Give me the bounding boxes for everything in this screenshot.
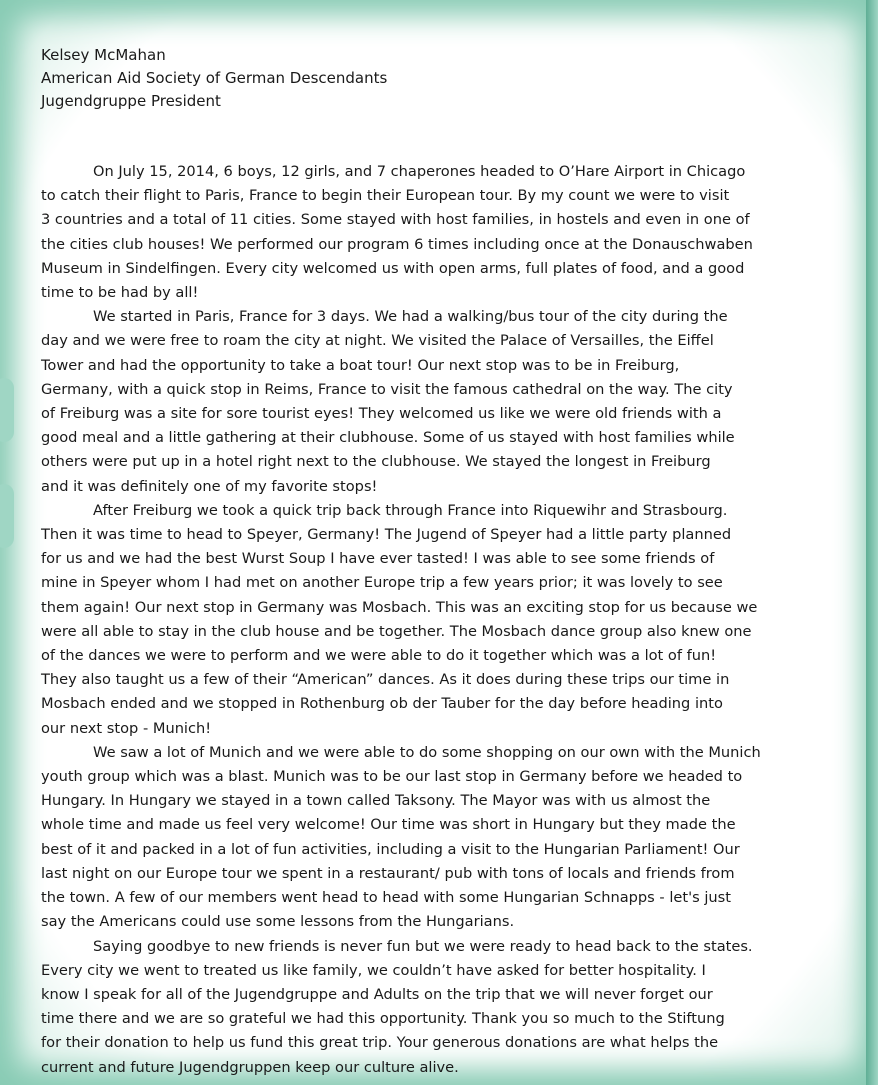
text-line: know I speak for all of the Jugendgruppe and Adults on the trip that we will never forget our bbox=[41, 985, 713, 1003]
text-line: the town. A few of our members went head to head with some Hungarian Schnapps - let's just bbox=[41, 889, 731, 907]
author-name: Kelsey McMahan bbox=[41, 46, 166, 64]
text-line: and it was definitely one of my favorite stops! bbox=[41, 477, 378, 495]
paragraph bbox=[41, 741, 841, 935]
text-line: best of it and packed in a lot of fun activities, including a visit to the Hungarian Parliament! Our bbox=[41, 840, 740, 858]
text-line: for us and we had the best Wurst Soup I have ever tasted! I was able to see some friends of bbox=[41, 550, 715, 568]
text-line: our next stop - Munich! bbox=[41, 719, 212, 737]
text-line: time there and we are so grateful we had this opportunity. Thank you so much to the Stiftung bbox=[41, 1010, 725, 1028]
binder-tab-upper bbox=[0, 378, 14, 442]
text-line: They also taught us a few of their “American” dances. As it does during these trips our time in bbox=[41, 671, 730, 689]
text-line: Saying goodbye to new friends is never fun but we were ready to head back to the states. bbox=[93, 937, 753, 955]
text-line: others were put up in a hotel right next to the clubhouse. We stayed the longest in Freiburg bbox=[41, 453, 711, 471]
text-line: good meal and a little gathering at their clubhouse. Some of us stayed with host families while bbox=[41, 429, 735, 447]
text-line: for their donation to help us fund this great trip. Your generous donations are what helps the bbox=[41, 1034, 719, 1052]
letter-body bbox=[41, 160, 841, 1080]
text-line: Mosbach ended and we stopped in Rothenburg ob der Tauber for the day before heading into bbox=[41, 695, 723, 713]
text-line: say the Americans could use some lessons from the Hungarians. bbox=[41, 913, 515, 931]
text-line: last night on our Europe tour we spent in a restaurant/ pub with tons of locals and friends from bbox=[41, 864, 735, 882]
paragraph bbox=[41, 305, 841, 499]
text-line: Every city we went to treated us like family, we couldn’t have asked for better hospitality. I bbox=[41, 961, 706, 979]
text-line: 3 countries and a total of 11 cities. Some stayed with host families, in hostels and even in one of bbox=[41, 211, 750, 229]
text-line: Hungary. In Hungary we stayed in a town called Taksony. The Mayor was with us almost the bbox=[41, 792, 711, 810]
text-line: We started in Paris, France for 3 days. We had a walking/bus tour of the city during the bbox=[93, 308, 728, 326]
text-line: were all able to stay in the club house and be together. The Mosbach dance group also knew one bbox=[41, 622, 752, 640]
text-line: time to be had by all! bbox=[41, 284, 199, 302]
text-line: the cities club houses! We performed our program 6 times including once at the Donauschwaben bbox=[41, 235, 753, 253]
text-line: We saw a lot of Munich and we were able to do some shopping on our own with the Munich bbox=[93, 743, 761, 761]
text-line: them again! Our next stop in Germany was Mosbach. This was an exciting stop for us because we bbox=[41, 598, 758, 616]
text-line: to catch their flight to Paris, France to begin their European tour. By my count we were to visit bbox=[41, 187, 730, 205]
author-role: Jugendgruppe President bbox=[41, 92, 221, 110]
binder-tab-lower bbox=[0, 484, 14, 548]
text-line: Tower and had the opportunity to take a boat tour! Our next stop was to be in Freiburg, bbox=[41, 356, 680, 374]
letter-header bbox=[41, 44, 387, 113]
paragraph bbox=[41, 935, 841, 1080]
text-line: of the dances we were to perform and we were able to do it together which was a lot of fun! bbox=[41, 647, 717, 665]
text-line: whole time and made us feel very welcome! Our time was short in Hungary but they made the bbox=[41, 816, 736, 834]
text-line: of Freiburg was a site for sore tourist eyes! They welcomed us like we were old friends with a bbox=[41, 405, 722, 423]
text-line: day and we were free to roam the city at night. We visited the Palace of Versailles, the Eiffel bbox=[41, 332, 714, 350]
paragraph bbox=[41, 160, 841, 305]
text-line: Museum in Sindelfingen. Every city welcomed us with open arms, full plates of food, and a good bbox=[41, 259, 745, 277]
text-line: After Freiburg we took a quick trip back through France into Riquewihr and Strasbourg. bbox=[93, 501, 728, 519]
text-line: Then it was time to head to Speyer, Germany! The Jugend of Speyer had a little party planned bbox=[41, 526, 732, 544]
paragraph bbox=[41, 499, 841, 741]
text-line: Germany, with a quick stop in Reims, France to visit the famous cathedral on the way. The city bbox=[41, 380, 733, 398]
text-line: On July 15, 2014, 6 boys, 12 girls, and 7 chaperones headed to O’Hare Airport in Chicago bbox=[93, 163, 746, 180]
text-line: mine in Speyer whom I had met on another Europe trip a few years prior; it was lovely to see bbox=[41, 574, 723, 592]
organization-name: American Aid Society of German Descendants bbox=[41, 69, 388, 87]
text-line: current and future Jugendgruppen keep our culture alive. bbox=[41, 1058, 459, 1076]
text-line: youth group which was a blast. Munich was to be our last stop in Germany before we headed to bbox=[41, 768, 743, 786]
page-edge-right bbox=[866, 0, 878, 1085]
